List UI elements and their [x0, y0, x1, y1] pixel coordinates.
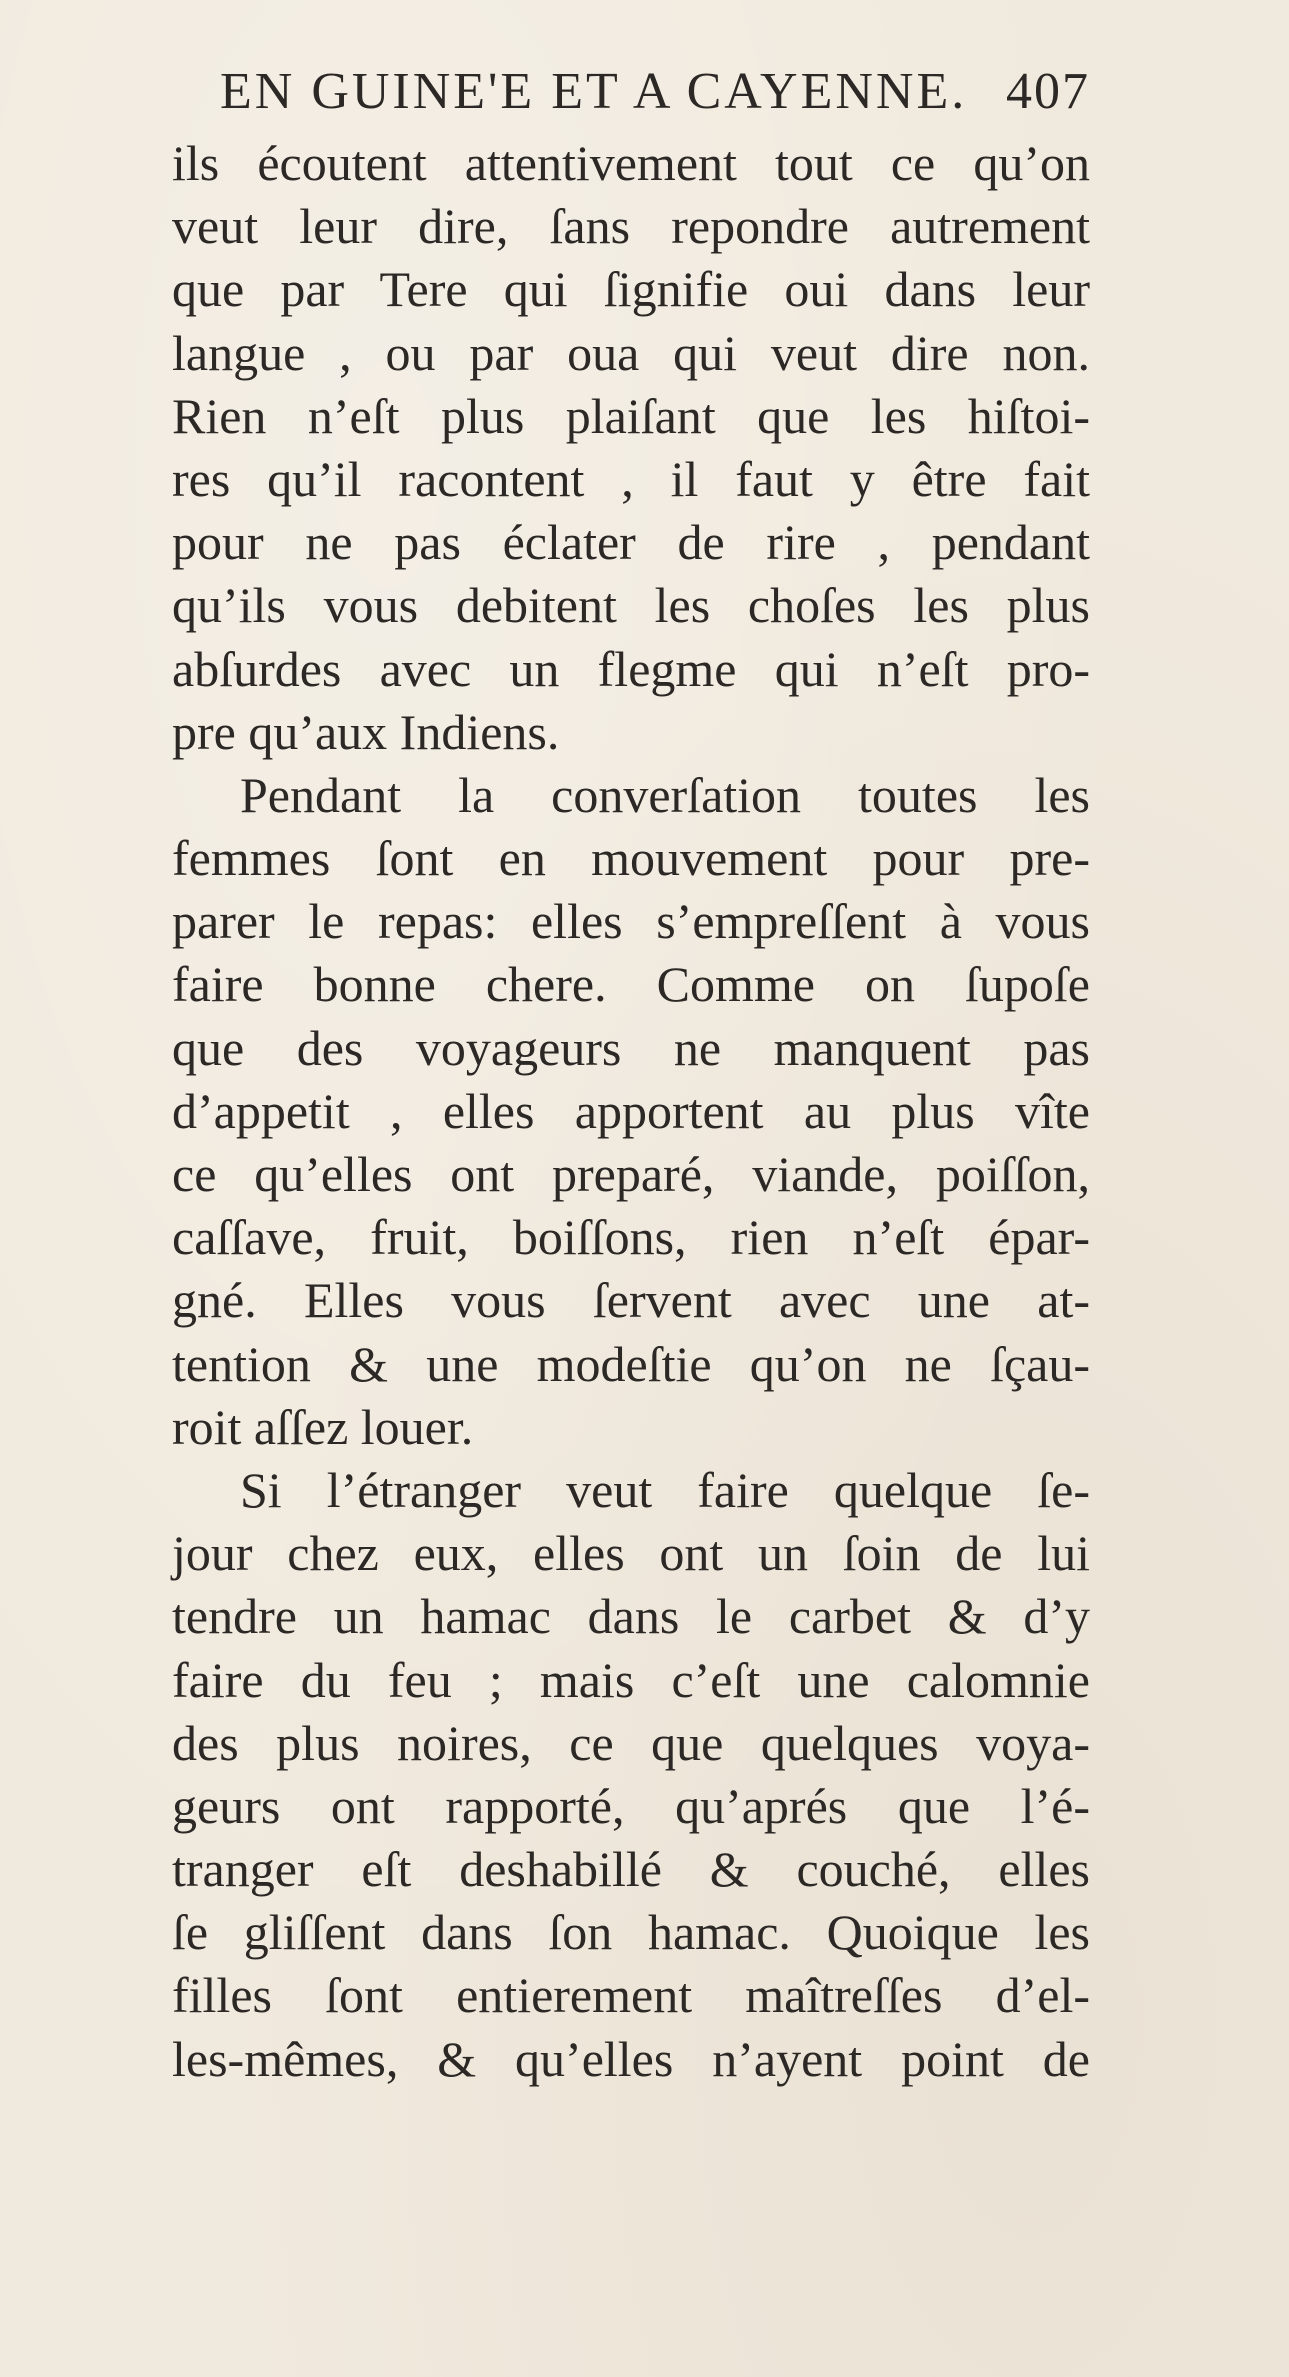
text-line: tention & une modeſtie qu’on ne ſçau- [172, 1335, 1090, 1392]
text-line: femmes ſont en mouvement pour pre- [172, 830, 1090, 887]
text-line: faire du feu ; mais c’eſt une calomnie [172, 1651, 1090, 1708]
text-line: jour chez eux, elles ont un ſoin de lui [172, 1525, 1090, 1582]
paragraph-start-line: Si l’étranger veut faire quelque ſe- [240, 1461, 1090, 1518]
text-line: langue , ou par oua qui veut dire non. [172, 324, 1090, 381]
text-line: parer le repas: elles s’empreſſent à vous [172, 893, 1090, 950]
text-line: Rien n’eſt plus plaiſant que les hiſtoi- [172, 387, 1090, 444]
paragraph-start-line: Pendant la converſation toutes les [240, 766, 1090, 823]
text-line: gné. Elles vous ſervent avec une at- [172, 1272, 1090, 1329]
text-line: tendre un hamac dans le carbet & d’y [172, 1588, 1090, 1645]
text-line: tranger eſt deshabillé & couché, elles [172, 1841, 1090, 1898]
text-line: d’appetit , elles apportent au plus vîte [172, 1082, 1090, 1139]
text-line: res qu’il racontent , il faut y être fait [172, 450, 1090, 507]
text-line: que des voyageurs ne manquent pas [172, 1019, 1090, 1076]
paragraph-end-line: roit aſſez louer. [172, 1398, 474, 1455]
text-line: les-mêmes, & qu’elles n’ayent point de [172, 2030, 1090, 2087]
text-line: abſurdes avec un flegme qui n’eſt pro- [172, 640, 1090, 697]
text-line: faire bonne chere. Comme on ſupoſe [172, 956, 1090, 1013]
text-line: que par Tere qui ſignifie oui dans leur [172, 261, 1090, 318]
text-line: ils écoutent attentivement tout ce qu’on [172, 135, 1090, 191]
paragraph-end-line: pre qu’aux Indiens. [172, 703, 560, 760]
page-number: 407 [1006, 63, 1090, 120]
text-line: ce qu’elles ont preparé, viande, poiſſon, [172, 1146, 1090, 1202]
text-line: pour ne pas éclater de rire , pendant [172, 514, 1090, 571]
text-line: des plus noires, ce que quelques voya- [172, 1714, 1090, 1771]
running-head [220, 62, 1090, 132]
text-line: veut leur dire, ſans repondre autrement [172, 198, 1090, 255]
text-line: geurs ont rapporté, qu’aprés que l’é- [172, 1777, 1090, 1834]
text-line: ſe gliſſent dans ſon hamac. Quoique les [172, 1904, 1090, 1961]
text-line: filles ſont entierement maîtreſſes d’el- [172, 1967, 1090, 2024]
text-line: caſſave, fruit, boiſſons, rien n’eſt épar- [172, 1209, 1090, 1266]
running-head-title: EN GUINE'E ET A CAYENNE. [220, 63, 968, 120]
text-line: qu’ils vous debitent les choſes les plus [172, 577, 1090, 634]
body-text [172, 132, 1090, 2091]
